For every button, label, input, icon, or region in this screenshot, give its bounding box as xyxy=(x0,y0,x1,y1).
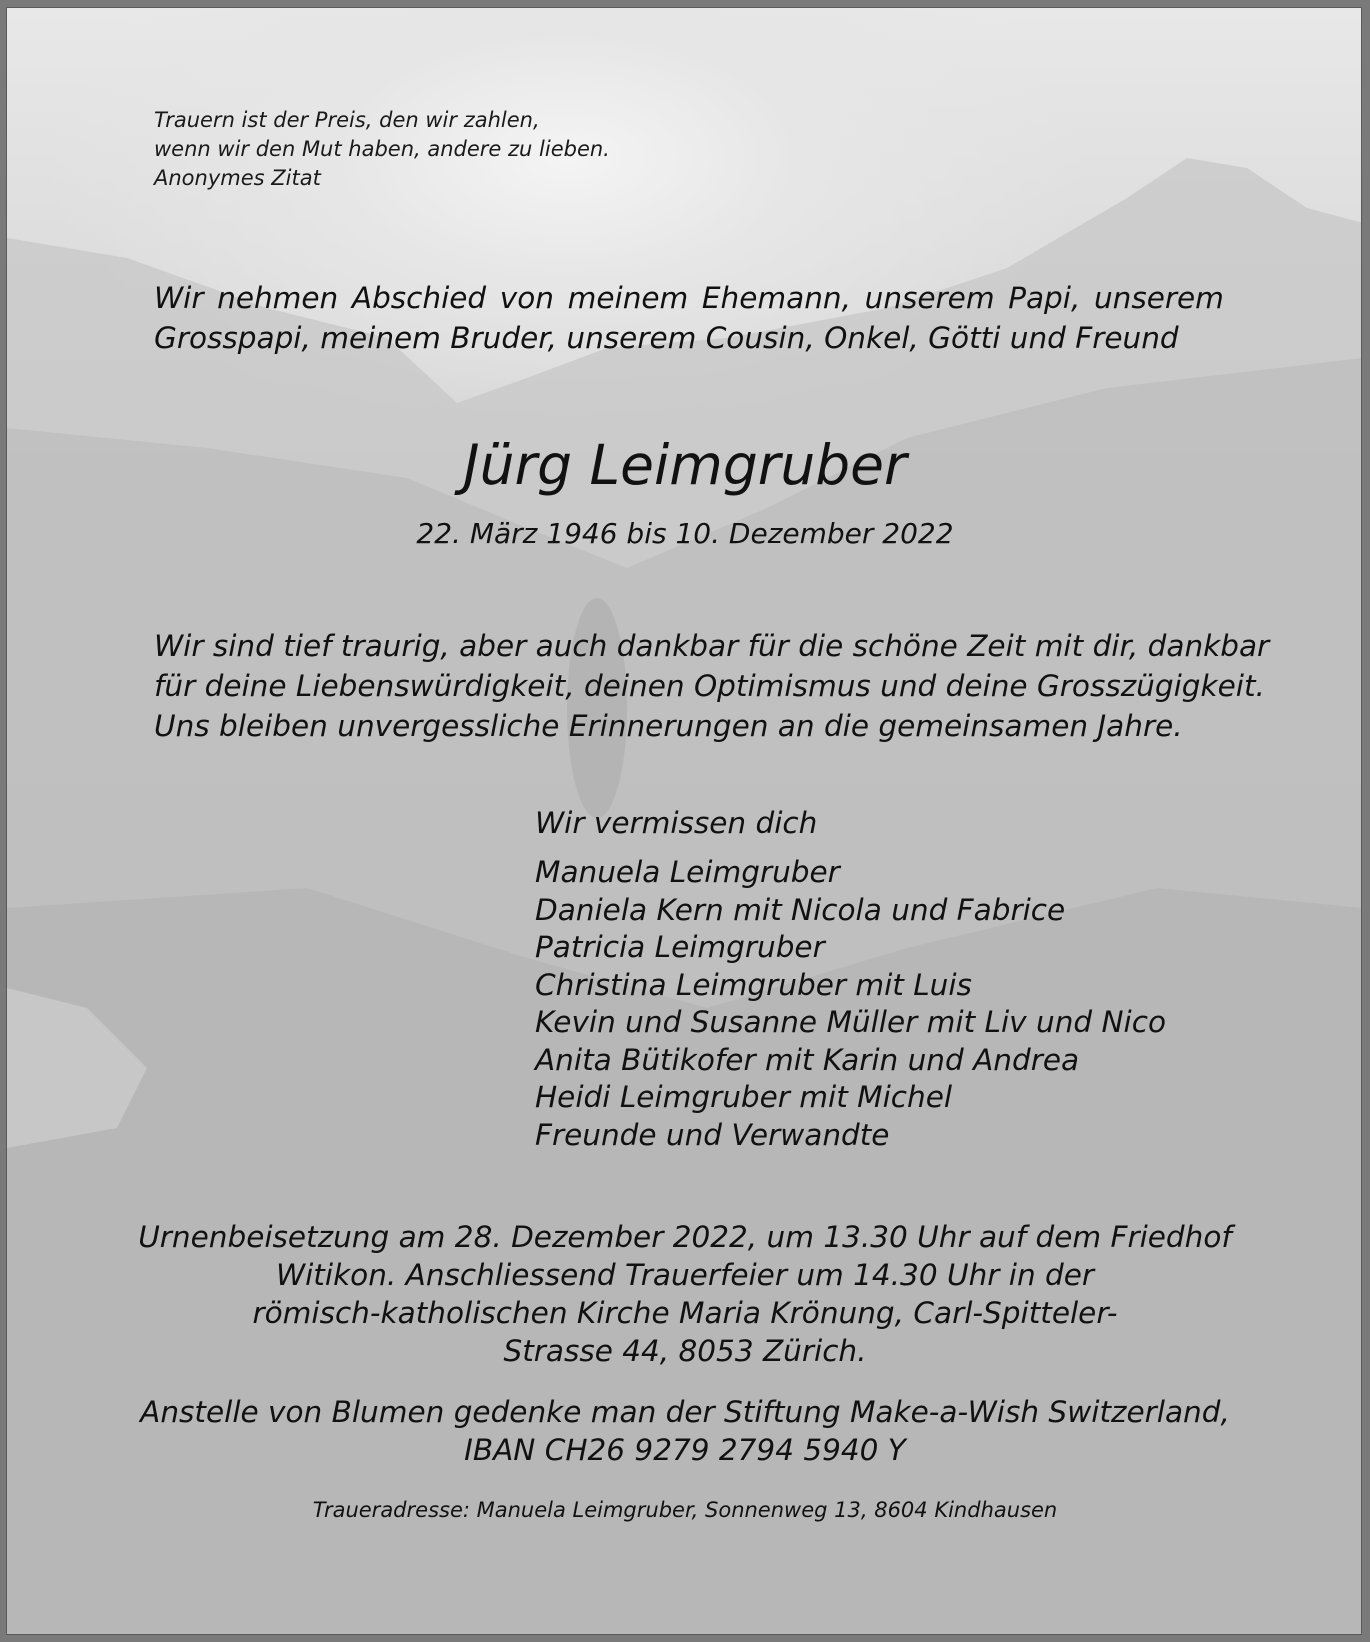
mourner-name: Daniela Kern mit Nicola und Fabrice xyxy=(535,892,1066,927)
tribute-line: für deine Liebenswürdigkeit, deinen Optimismus und deine Grosszügigkeit. xyxy=(154,669,1265,703)
intro-line-justified xyxy=(154,278,1224,318)
mourners-heading: Wir vermissen dich xyxy=(535,806,818,840)
mourner-name: Patricia Leimgruber xyxy=(535,930,825,964)
intro-word: unserem xyxy=(1093,281,1224,315)
quote-line: wenn wir den Mut haben, andere zu lieben. xyxy=(154,137,610,161)
intro-word: nehmen xyxy=(217,281,339,315)
mourner-name: Anita Bütikofer mit Karin und Andrea xyxy=(535,1042,1080,1077)
epigraph-quote xyxy=(154,106,610,193)
funeral-line: Witikon. Anschliessend Trauerfeier um 14.30 Uhr in der xyxy=(275,1258,1095,1292)
tribute-paragraph xyxy=(154,626,1269,746)
mourner-name: Manuela Leimgruber xyxy=(535,855,840,889)
intro-word: Abschied xyxy=(351,281,487,315)
intro-word: unserem xyxy=(864,281,995,315)
intro-word: Ehemann, xyxy=(701,281,851,315)
obituary-notice xyxy=(6,7,1362,1635)
funeral-line: Urnenbeisetzung am 28. Dezember 2022, um 13.30 Uhr auf dem Friedhof xyxy=(138,1220,1232,1254)
intro-word: Papi, xyxy=(1008,281,1081,315)
funeral-details xyxy=(7,1218,1362,1370)
donation-iban: IBAN CH26 9279 2794 5940 Y xyxy=(464,1433,906,1467)
mourning-address: Traueradresse: Manuela Leimgruber, Sonnenweg 13, 8604 Kindhausen xyxy=(312,1498,1058,1522)
funeral-line: römisch-katholischen Kirche Maria Krönung, Carl-Spitteler- xyxy=(252,1296,1118,1330)
quote-attribution: Anonymes Zitat xyxy=(154,166,321,190)
mourners-list xyxy=(535,854,1166,1154)
intro-word: Wir xyxy=(154,281,204,315)
quote-line: Trauern ist der Preis, den wir zahlen, xyxy=(154,108,540,132)
life-dates: 22. März 1946 bis 10. Dezember 2022 xyxy=(416,517,954,550)
tribute-line: Uns bleiben unvergessliche Erinnerungen an die gemeinsamen Jahre. xyxy=(154,709,1183,743)
funeral-line: Strasse 44, 8053 Zürich. xyxy=(503,1334,867,1368)
mourner-name: Kevin und Susanne Müller mit Liv und Nico xyxy=(535,1005,1167,1039)
intro-word: meinem xyxy=(567,281,689,315)
deceased-name: Jürg Leimgruber xyxy=(463,433,907,497)
mourner-name: Christina Leimgruber mit Luis xyxy=(535,967,972,1002)
tribute-line: Wir sind tief traurig, aber auch dankbar für die schöne Zeit mit dir, dankbar xyxy=(154,629,1270,663)
intro-word: von xyxy=(499,281,554,315)
farewell-intro xyxy=(154,278,1224,358)
intro-line: Grosspapi, meinem Bruder, unserem Cousin, Onkel, Götti und Freund xyxy=(154,321,1179,355)
mourner-name: Freunde und Verwandte xyxy=(535,1117,890,1152)
mourner-name: Heidi Leimgruber mit Michel xyxy=(535,1080,953,1114)
donation-line: Anstelle von Blumen gedenke man der Stiftung Make-a-Wish Switzerland, xyxy=(140,1395,1230,1429)
donation-request xyxy=(7,1393,1362,1469)
